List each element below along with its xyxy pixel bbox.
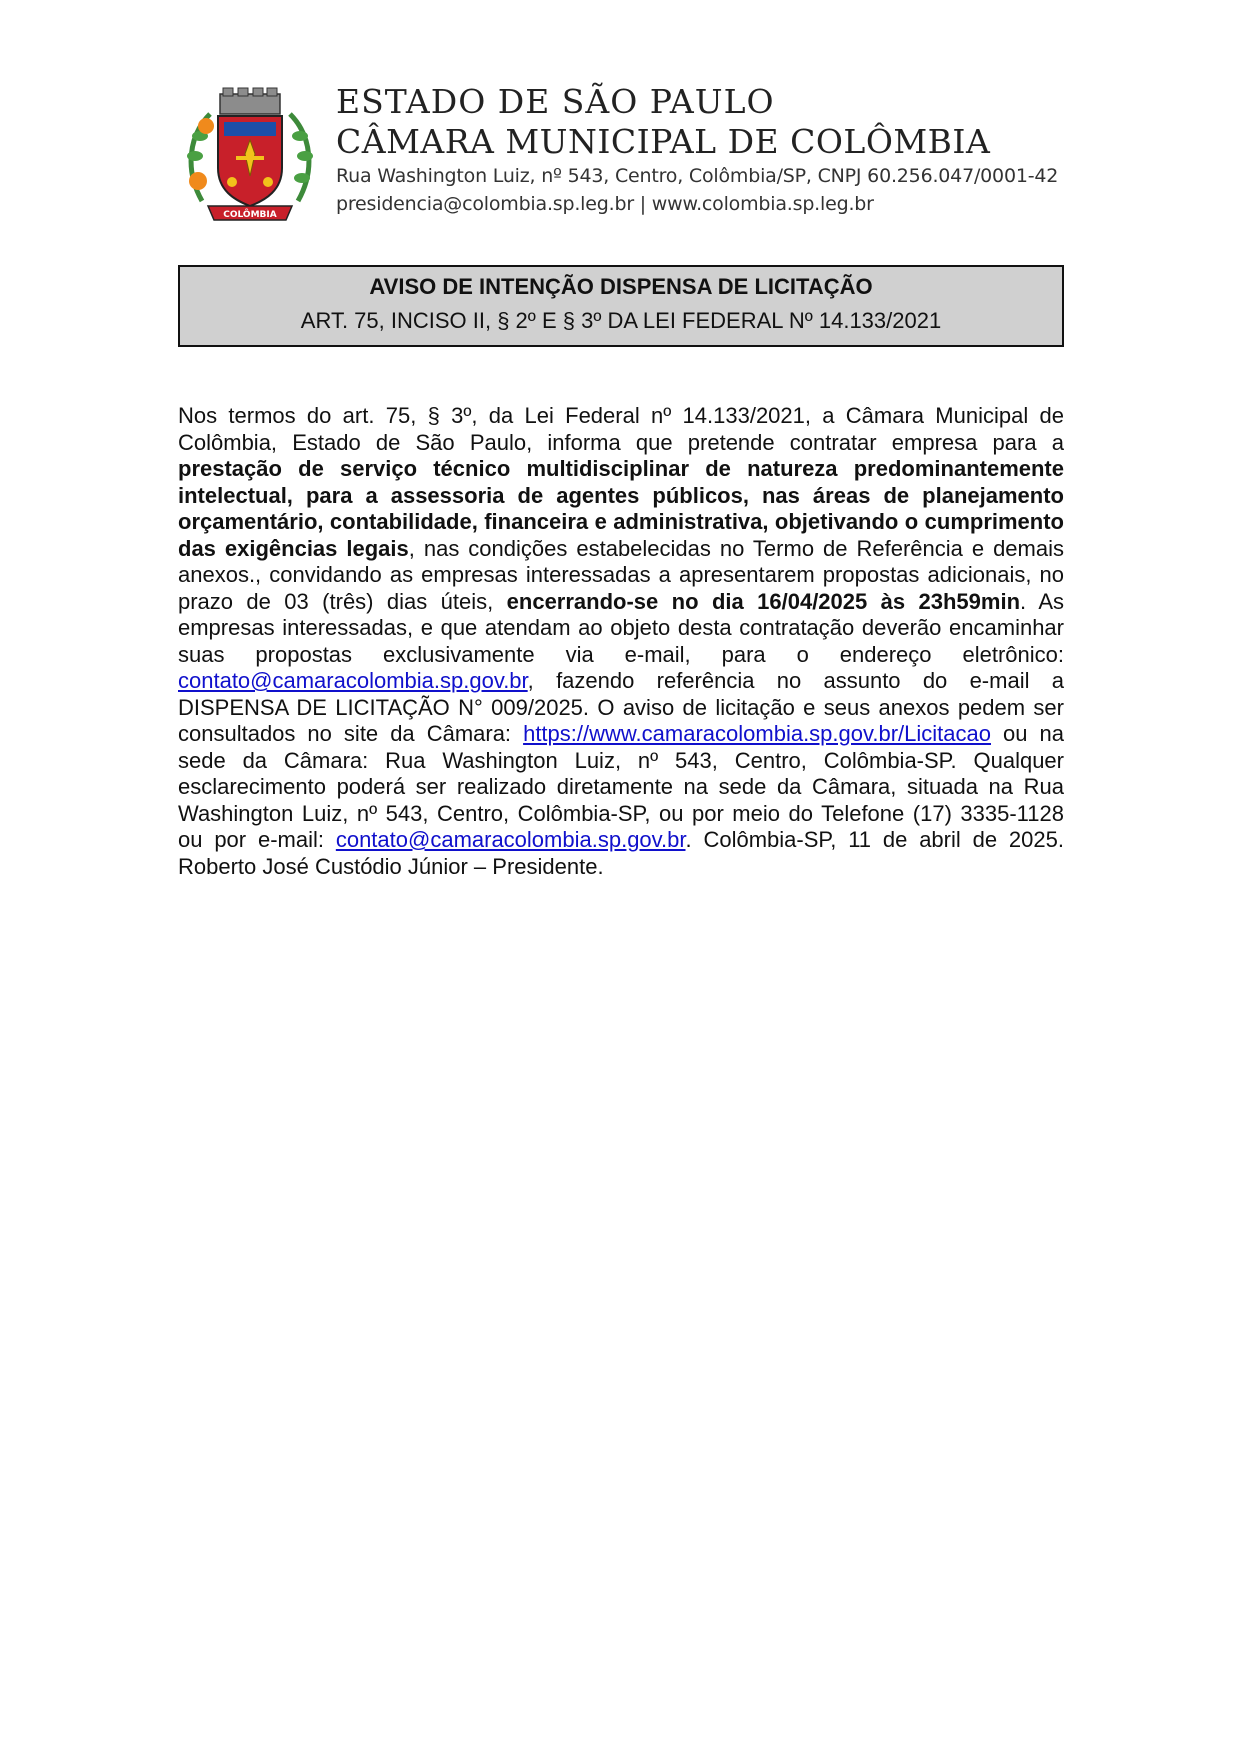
notice-title: AVISO DE INTENÇÃO DISPENSA DE LICITAÇÃO xyxy=(369,274,873,299)
deadline: encerrando-se no dia 16/04/2025 às 23h59min xyxy=(506,588,1021,614)
chamber-name: CÂMARA MUNICIPAL DE COLÔMBIA xyxy=(336,122,991,161)
body-text-4: , fazendo referência no assunto do e-mail a DISPENSA DE LICITAÇÃO N° 009/2025. O aviso de licitação e seus anexos pedem ser consultados no site da Câmara: xyxy=(178,668,1064,746)
body-text-2: , nas condições estabelecidas no Termo de Referência e demais anexos., convidando as empresas interessadas a apresentarem propostas adicionais, no prazo de 03 (três) dias úteis, xyxy=(178,535,1064,614)
email-link-2[interactable]: contato@camaracolombia.sp.gov.br xyxy=(335,827,686,852)
body-text-6: . Colômbia-SP, 11 de abril de 2025. Roberto José Custódio Júnior – Presidente. xyxy=(178,827,1064,879)
notice-heading-box xyxy=(178,265,1064,347)
svg-text:COLÔMBIA: COLÔMBIA xyxy=(223,210,277,220)
notice-subtitle: ART. 75, INCISO II, § 2º E § 3º DA LEI FEDERAL Nº 14.133/2021 xyxy=(300,308,942,333)
body-text-3: . As empresas interessadas, e que atendam ao objeto desta contratação deverão encaminhar suas propostas exclusivamente via e-mail, para o endereço eletrônico: xyxy=(178,588,1064,667)
state-name: ESTADO DE SÃO PAULO xyxy=(336,82,775,121)
body-text-1: Nos termos do art. 75, § 3º, da Lei Federal nº 14.133/2021, a Câmara Municipal de Colômbia, Estado de São Paulo, informa que pretende contratar empresa para a xyxy=(178,403,1064,455)
notice-body xyxy=(178,403,1064,880)
address-line: Rua Washington Luiz, nº 543, Centro, Colômbia/SP, CNPJ 60.256.047/0001-42 xyxy=(336,165,1059,187)
organization-block xyxy=(336,82,1059,218)
letterhead xyxy=(180,82,1060,232)
coat-of-arms-logo xyxy=(180,86,320,226)
email-link[interactable]: contato@camaracolombia.sp.gov.br xyxy=(178,668,528,693)
website-link[interactable]: https://www.camaracolombia.sp.gov.br/Licitacao xyxy=(523,721,991,746)
body-text-5: ou na sede da Câmara: Rua Washington Luiz, nº 543, Centro, Colômbia-SP. Qualquer esclarecimento poderá ser realizado diretamente na sede da Câmara, situada na Rua Washington Luiz, nº 543, Centro, Colômbia-SP, ou por meio do Telefone (17) 3335-1128 ou por e-mail: xyxy=(178,721,1064,852)
contact-line: presidencia@colombia.sp.leg.br | www.colombia.sp.leg.br xyxy=(336,193,874,215)
contract-object: prestação de serviço técnico multidisciplinar de natureza predominantemente intelectual, para a assessoria de agentes públicos, nas áreas de planejamento orçamentário, contabilidade, financeira e administrativa, objetivando o cumprimento das exigências legais xyxy=(178,456,1064,561)
